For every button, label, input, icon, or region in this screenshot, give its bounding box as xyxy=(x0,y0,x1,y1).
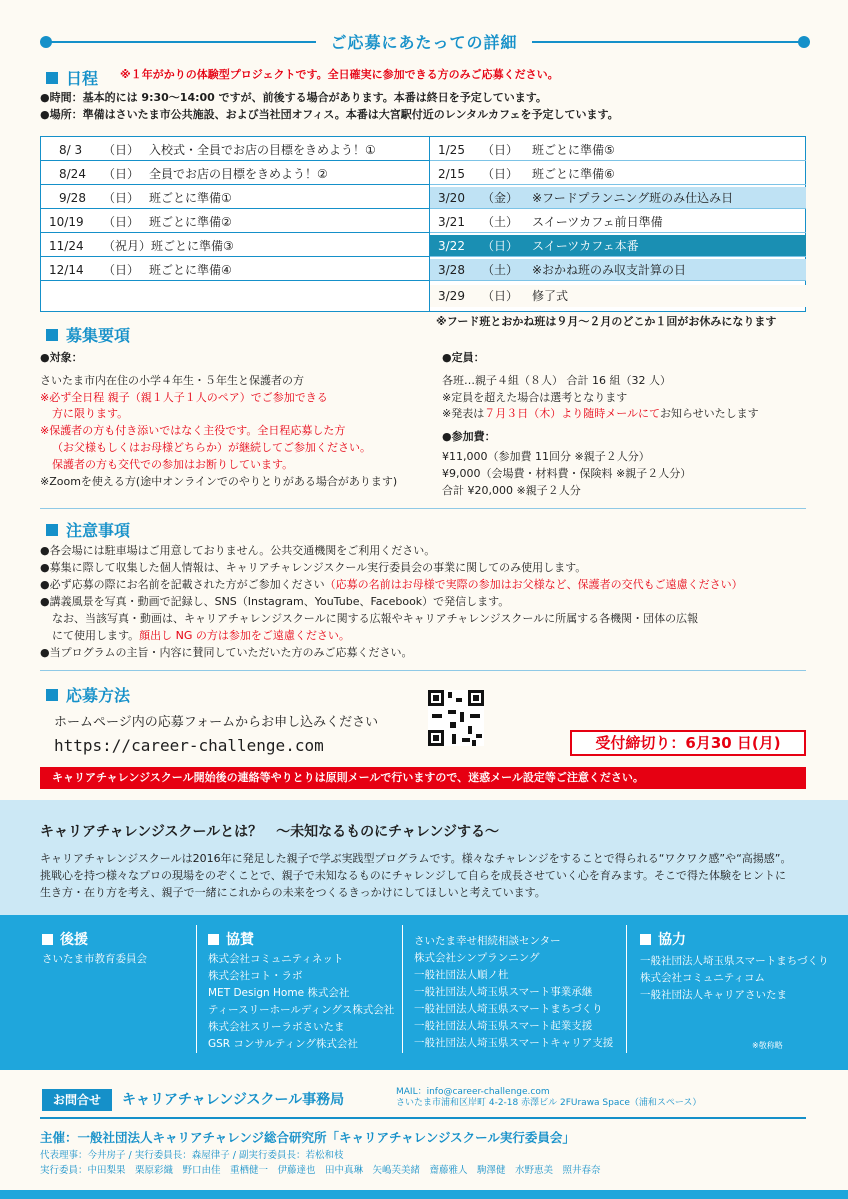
cosponsor-item: ティースリーホールディングス株式会社 xyxy=(208,1004,395,1016)
square-icon xyxy=(208,934,219,945)
section-divider xyxy=(40,670,806,671)
square-icon xyxy=(640,934,651,945)
cosponsor-item: GSR コンサルティング株式会社 xyxy=(208,1038,358,1050)
about-text: キャリアチャレンジスクールは2016年に発足した親子で学ぶ実践型プログラムです。様々なチャレンジをすることで得られる“ワクワク感”や“高揚感”。 xyxy=(40,852,792,865)
schedule-row: 3/29 （日） 修了式 xyxy=(430,285,806,307)
schedule-row: 1/25 （日） 班ごとに準備⑤ xyxy=(430,139,806,161)
email-warning-banner: キャリアチャレンジスクール開始後の連絡等やりとりは原則メールで行いますので、迷惑メール設定等ご注意ください。 xyxy=(40,767,806,789)
capacity-label: ●定員： xyxy=(442,351,485,364)
square-icon xyxy=(46,329,58,341)
schedule-table xyxy=(40,136,806,312)
schedule-note: ※１年がかりの体験型プロジェクトです。全日確実に参加できる方のみご応募ください。 xyxy=(120,68,559,81)
cosponsor-item: MET Design Home 株式会社 xyxy=(208,987,350,999)
about-text: 生き方・在り方を考え、親子で一緒にこれからの未来をつくるきっかけにしてほしいと考えています。 xyxy=(40,886,546,899)
organizer-reps: 代表理事：今井房子 / 実行委員長：森屋律子 / 副実行委員長：若松和枝 xyxy=(40,1150,344,1161)
target-condition: （お父様もしくはお母様どちらか）が継続してご参加ください。 xyxy=(52,441,371,454)
schedule-row: 3/21 （土） スイーツカフェ前日準備 xyxy=(430,211,806,233)
fee-label: ●参加費： xyxy=(442,430,496,443)
contact-mail[interactable]: MAIL：info@career-challenge.com xyxy=(396,1087,550,1097)
deadline-badge: 受付締切り：6月30 日(月) xyxy=(570,730,806,756)
sponsors-panel xyxy=(0,915,848,1070)
schedule-row: 10/19 （日） 班ごとに準備② xyxy=(41,211,429,233)
cosponsor-item: 一般社団法人埼玉県スマート事業承継 xyxy=(414,986,593,998)
schedule-row-empty xyxy=(41,283,429,305)
apply-text: ホームページ内の応募フォームからお申し込みください xyxy=(54,715,379,730)
cosponsor-heading: 協賛 xyxy=(208,929,254,949)
column-divider xyxy=(402,925,403,1053)
section-divider xyxy=(40,508,806,509)
fee-item: ¥11,000（参加費 11回分 ※親子２人分） xyxy=(442,450,650,463)
square-icon xyxy=(46,524,58,536)
column-divider xyxy=(626,925,627,1053)
schedule-row-highlight: 3/20 （金） ※フードプランニング班のみ仕込み日 xyxy=(430,187,806,209)
footer-bar xyxy=(0,1190,848,1199)
cosponsor-item: 株式会社スリーラボさいたま xyxy=(208,1021,345,1033)
cosponsor-item: 一般社団法人埼玉県スマート起業支援 xyxy=(414,1020,593,1032)
target-label: ●対象： xyxy=(40,351,83,364)
organizer-main: 主催：一般社団法人キャリアチャレンジ総合研究所「キャリアチャレンジスクール実行委員会」 xyxy=(40,1130,575,1145)
capacity-text: 各班…親子４組（８人） 合計 16 組（32 人） xyxy=(442,374,671,387)
schedule-row-highlight: 3/28 （土） ※おかね班のみ収支計算の日 xyxy=(430,259,806,281)
note-item: なお、当該写真・動画は、キャリアチャレンジスクールに関する広報やキャリアチャレンジスクールに所属する各機関・団体の広報 xyxy=(52,612,699,625)
target-condition: 方に限ります。 xyxy=(52,407,129,420)
support-item: さいたま市教育委員会 xyxy=(42,953,147,965)
contact-tag: お問合せ xyxy=(42,1089,112,1111)
square-icon xyxy=(46,72,58,84)
about-panel xyxy=(0,800,848,915)
target-condition: ※必ず全日程 親子（親１人子１人のペア）でご参加できる xyxy=(40,391,328,404)
about-title: キャリアチャレンジスクールとは？ ～未知なるものにチャレンジする～ xyxy=(40,824,500,840)
target-text: さいたま市内在住の小学４年生・５年生と保護者の方 xyxy=(40,374,304,387)
cosponsor-item: 一般社団法人埼玉県スマートキャリア支援 xyxy=(414,1037,614,1049)
note-item: ●募集に際して収集した個人情報は、キャリアチャレンジスクール実行委員会の事業に関してのみ使用します。 xyxy=(40,561,587,574)
header-dot-right xyxy=(798,36,810,48)
schedule-row: 9/28 （日） 班ごとに準備① xyxy=(41,187,429,209)
fee-total: 合計 ¥20,000 ※親子２人分 xyxy=(442,484,581,497)
organizer-members: 実行委員：中田梨果 栗原彩織 野口由佳 重栖健一 伊藤達也 田中真琳 矢嶋芙美緒 齋藤雅人 駒澤健 水野恵美 照井春奈 xyxy=(40,1165,601,1176)
square-icon xyxy=(46,689,58,701)
cosponsor-item: 一般社団法人順ノ杜 xyxy=(414,969,509,981)
page-title: ご応募にあたっての詳細 xyxy=(330,33,518,52)
schedule-row-main-event: 3/22 （日） スイーツカフェ本番 xyxy=(430,235,806,257)
schedule-row: 8/24 （日） 全員でお店の目標をきめよう！② xyxy=(41,163,429,185)
notes-heading: 注意事項 xyxy=(46,518,130,541)
cosponsor-item: 株式会社コト・ラボ xyxy=(208,970,303,982)
note-item: ●必ず応募の際にお名前を記載された方がご参加ください（応募の名前はお母様で実際の参加はお父様など、保護者の交代もご遠慮ください） xyxy=(40,578,743,591)
contact-address: さいたま市浦和区岸町 4-2-18 赤澤ビル 2FUrawa Space（浦和スペース） xyxy=(396,1098,702,1108)
schedule-row: 8/ 3 （日） 入校式・全員でお店の目標をきめよう！① xyxy=(41,139,429,161)
cooperation-item: 株式会社コミュニティコム xyxy=(640,972,765,984)
apply-url-link[interactable]: https://career-challenge.com xyxy=(54,736,324,755)
column-divider xyxy=(196,925,197,1053)
about-text: 挑戦心を持つ様々なプロの現場をのぞくことで、親子で未知なるものにチャレンジして自らを成長させていく心を育みます。そこで得た体験をヒントに xyxy=(40,869,787,882)
apply-heading: 応募方法 xyxy=(46,683,130,706)
square-icon xyxy=(42,934,53,945)
target-condition: ※保護者の方も付き添いではなく主役です。全日程応募した方 xyxy=(40,424,346,437)
cooperation-item: 一般社団法人キャリアさいたま xyxy=(640,989,787,1001)
cosponsor-item: 一般社団法人埼玉県スマートまちづくり xyxy=(414,1003,603,1015)
recruit-heading: 募集要項 xyxy=(46,323,130,346)
target-zoom: ※Zoomを使える方(途中オンラインでのやりとりがある場合があります) xyxy=(40,475,398,488)
cooperation-item: 一般社団法人埼玉県スマートまちづくり xyxy=(640,955,829,967)
schedule-place: ●場所：準備はさいたま市公共施設、および当社団オフィス。本番は大宮駅付近のレンタルカフェを予定しています。 xyxy=(40,108,619,121)
schedule-footnote: ※フード班とおかね班は９月〜２月のどこか１回がお休みになります xyxy=(436,315,777,328)
schedule-row: 11/24 （祝月） 班ごとに準備③ xyxy=(41,235,429,257)
capacity-announce: ※発表は７月３日（木）より随時メールにてお知らせいたします xyxy=(442,407,759,420)
note-item: ●当プログラムの主旨・内容に賛同していただいた方のみご応募ください。 xyxy=(40,646,413,659)
cosponsor-item: 株式会社シンプランニング xyxy=(414,952,540,964)
fee-item: ¥9,000（会場費・材料費・保険料 ※親子２人分） xyxy=(442,467,692,480)
note-item: にて使用します。顔出し NG の方は参加をご遠慮ください。 xyxy=(52,629,350,642)
cosponsor-item: 株式会社コミュニティネット xyxy=(208,953,344,965)
contact-office: キャリアチャレンジスクール事務局 xyxy=(122,1092,345,1108)
honorific-note: ※敬称略 xyxy=(752,1041,783,1050)
contact-divider xyxy=(40,1117,806,1119)
schedule-row: 12/14 （日） 班ごとに準備④ xyxy=(41,259,429,281)
cooperation-heading: 協力 xyxy=(640,929,686,949)
support-heading: 後援 xyxy=(42,929,88,949)
note-item: ●各会場には駐車場はご用意しておりません。公共交通機関をご利用ください。 xyxy=(40,544,436,557)
note-item: ●講義風景を写真・動画で記録し、SNS（Instagram、YouTube、Facebook）で発信します。 xyxy=(40,595,510,608)
capacity-selection: ※定員を超えた場合は選考となります xyxy=(442,391,628,404)
schedule-time: ●時間：基本的には 9:30〜14:00 ですが、前後する場合があります。本番は終日を予定しています。 xyxy=(40,91,547,104)
schedule-heading: 日程 xyxy=(46,66,98,89)
header-line-right xyxy=(532,41,800,43)
target-condition: 保護者の方も交代での参加はお断りしています。 xyxy=(52,458,294,471)
schedule-row: 2/15 （日） 班ごとに準備⑥ xyxy=(430,163,806,185)
cosponsor-item: さいたま幸せ相続相談センター xyxy=(414,935,561,947)
qr-code-icon[interactable] xyxy=(428,690,484,746)
